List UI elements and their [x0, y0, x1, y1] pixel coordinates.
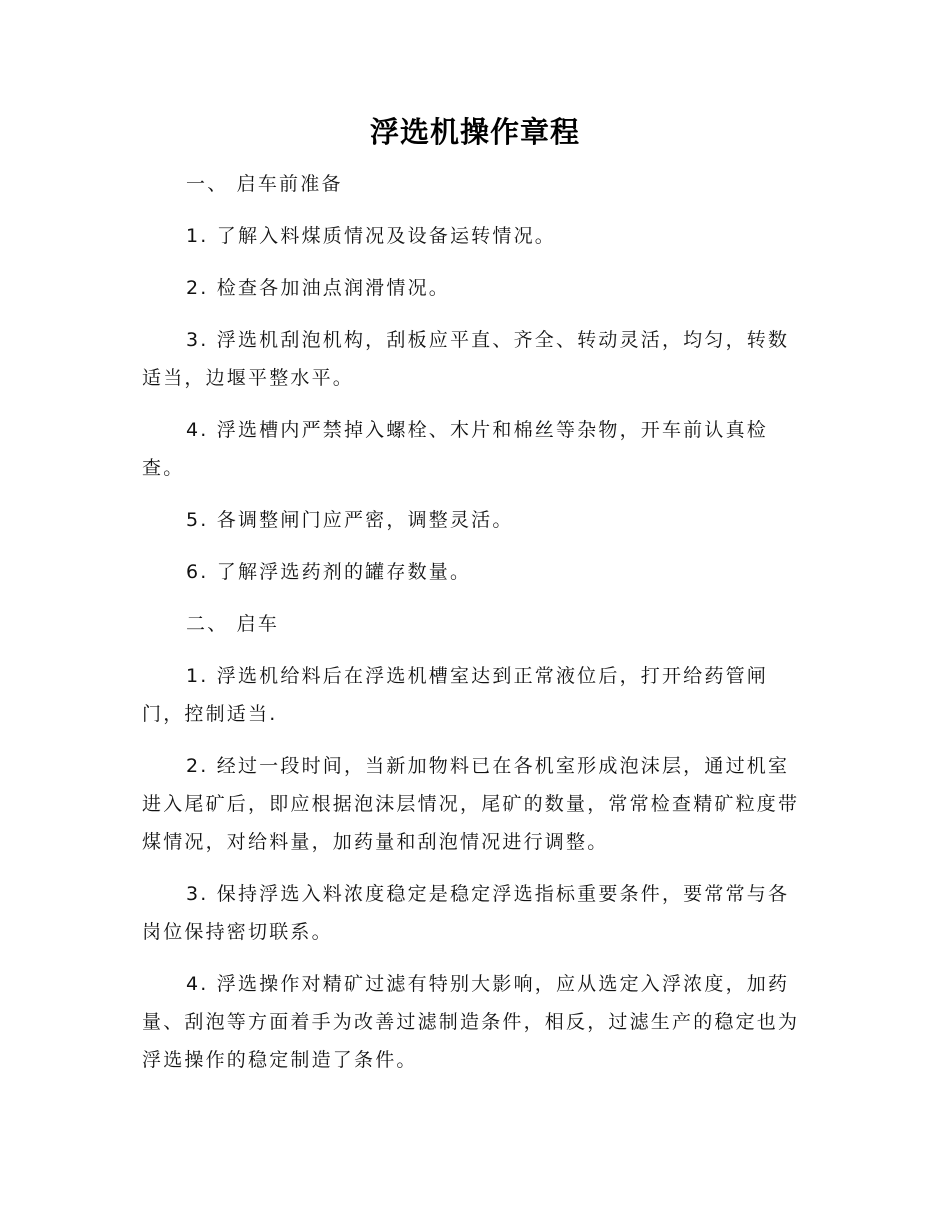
paragraph: 3. 浮选机刮泡机构，刮板应平直、齐全、转动灵活，均匀，转数适当，边堰平整水平。 — [142, 329, 790, 389]
paragraph: 2. 检查各加油点润滑情况。 — [186, 277, 450, 299]
document-title: 浮选机操作章程 — [369, 115, 580, 149]
paragraph: 5. 各调整闸门应严密，调整灵活。 — [186, 509, 514, 531]
paragraph: 3. 保持浮选入料浓度稳定是稳定浮选指标重要条件，要常常与各岗位保持密切联系。 — [142, 883, 790, 943]
paragraph: 4. 浮选操作对精矿过滤有特别大影响，应从选定入浮浓度，加药量、刮泡等方面着手为改善过滤制造条件，相反，过滤生产的稳定也为浮选操作的稳定制造了条件。 — [142, 973, 800, 1071]
paragraph: 2. 经过一段时间，当新加物料已在各机室形成泡沫层，通过机室进入尾矿后，即应根据泡沫层情况，尾矿的数量，常常检查精矿粒度带煤情况，对给料量，加药量和刮泡情况进行调整。 — [142, 755, 800, 853]
paragraph: 1. 浮选机给料后在浮选机槽室达到正常液位后，打开给药管闸门，控制适当. — [142, 665, 768, 725]
section-heading-preparation: 一、 启车前准备 — [186, 173, 343, 195]
paragraph: 4. 浮选槽内严禁掉入螺栓、木片和棉丝等杂物，开车前认真检查。 — [142, 419, 768, 479]
paragraph: 6. 了解浮选药剂的罐存数量。 — [186, 561, 472, 583]
paragraph: 1. 了解入料煤质情况及设备运转情况。 — [186, 225, 556, 247]
section-heading-startup: 二、 启车 — [186, 613, 280, 635]
